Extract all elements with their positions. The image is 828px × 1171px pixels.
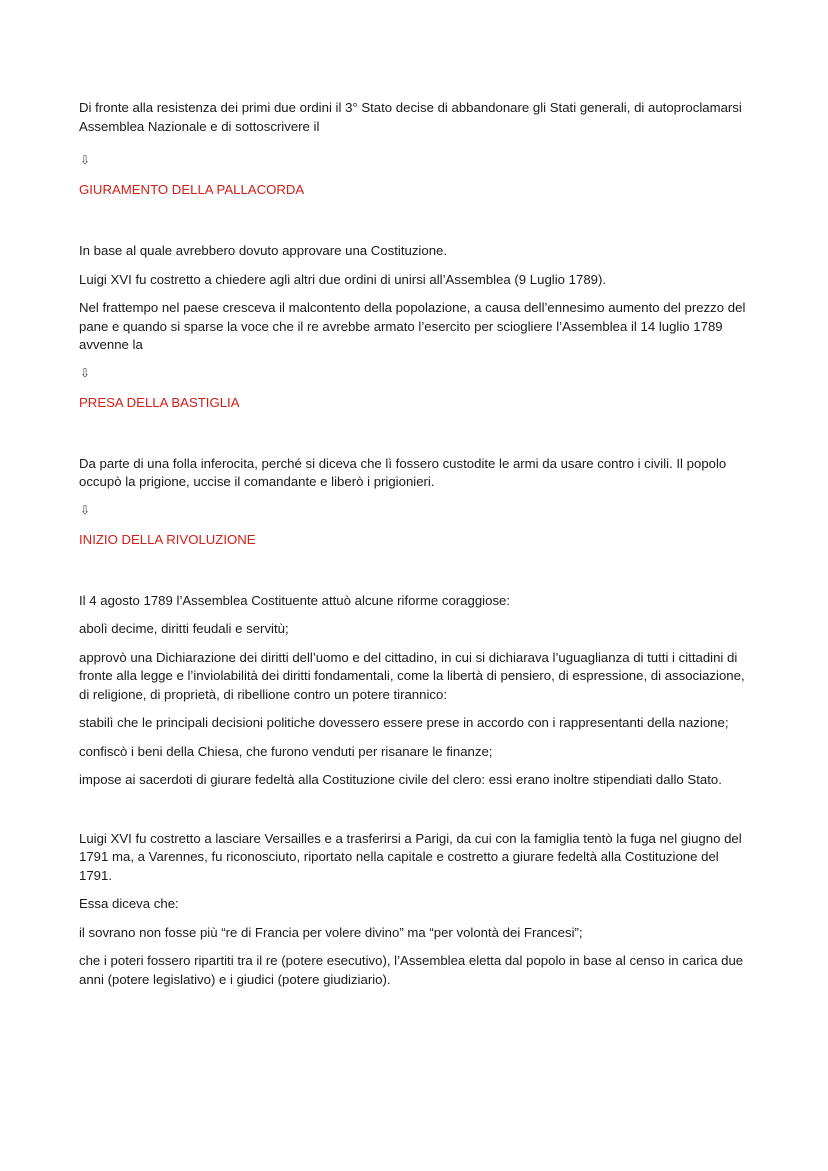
paragraph-decisioni: stabilì che le principali decisioni politiche dovessero essere prese in accordo con i rappresentanti della nazione; (79, 715, 729, 730)
paragraph-costituzione: In base al quale avrebbero dovuto approvare una Costituzione. (79, 243, 448, 258)
document-page (79, 99, 751, 989)
paragraph-sacerdoti: impose ai sacerdoti di giurare fedeltà alla Costituzione civile del clero: essi erano inoltre stipendiati dallo Stato. (79, 772, 722, 787)
heading-bastiglia: PRESA DELLA BASTIGLIA (79, 394, 240, 410)
paragraph-poteri: che i poteri fossero ripartiti tra il re (potere esecutivo), l’Assemblea eletta dal popolo in base al censo in carica due anni (potere legislativo) e i giudici (potere giudiziario). (79, 953, 744, 987)
paragraph-luigi-ordini: Luigi XVI fu costretto a chiedere agli altri due ordini di unirsi all’Assemblea (9 Luglio 1789). (79, 271, 607, 287)
heading-rivoluzione: INIZIO DELLA RIVOLUZIONE (79, 531, 256, 547)
heading-giuramento: GIURAMENTO DELLA PALLACORDA (79, 182, 305, 197)
paragraph-abolizione: abolì decime, diritti feudali e servitù; (79, 621, 289, 636)
paragraph-folla: Da parte di una folla inferocita, perché si diceva che lì fossero custodite le armi da usare contro i civili. Il popolo occupò la prigione, uccise il comandante e liberò i prigionieri. (79, 455, 727, 489)
paragraph-essa-diceva: Essa diceva che: (79, 896, 179, 911)
paragraph-sovrano: il sovrano non fosse più “re di Francia per volere divino” ma “per volontà dei Francesi”; (79, 924, 583, 940)
paragraph-malcontento: Nel frattempo nel paese cresceva il malcontento della popolazione, a causa dell’ennesimo aumento del prezzo del pane e quando si sparse la voce che il re avrebbe armato l’esercito per sciogliere l’Assemblea il 14 luglio 1789 avvenne la (79, 300, 746, 352)
paragraph-confisca: confiscò i beni della Chiesa, che furono venduti per risanare le finanze; (79, 743, 493, 759)
down-arrow-icon: ⇩ (80, 153, 91, 167)
down-arrow-icon: ⇩ (80, 365, 91, 380)
paragraph-4-agosto: Il 4 agosto 1789 l’Assemblea Costituente attuò alcune riforme coraggiose: (79, 592, 511, 608)
paragraph-resistenza: Di fronte alla resistenza dei primi due ordini il 3° Stato decise di abbandonare gli Stati generali, di autoproclamarsi Assemblea Nazionale e di sottoscrivere il (79, 100, 742, 134)
down-arrow-icon: ⇩ (80, 502, 91, 517)
paragraph-varennes: Luigi XVI fu costretto a lasciare Versailles e a trasferirsi a Parigi, da cui con la famiglia tentò la fuga nel giugno del 1791 ma, a Varennes, fu riconosciuto, riportato nella capitale e costretto a giurare fedeltà alla Costituzione del 1791. (79, 830, 742, 883)
paragraph-dichiarazione: approvò una Dichiarazione dei diritti dell’uomo e del cittadino, in cui si dichiarava l’uguaglianza di tutti i cittadini di fronte alla legge e l’inviolabilità dei diritti fondamentali, come la libertà di pensiero, di espressione, di associazione, di religione, di proprietà, di ribellione contro un potere tirannico: (79, 649, 745, 702)
